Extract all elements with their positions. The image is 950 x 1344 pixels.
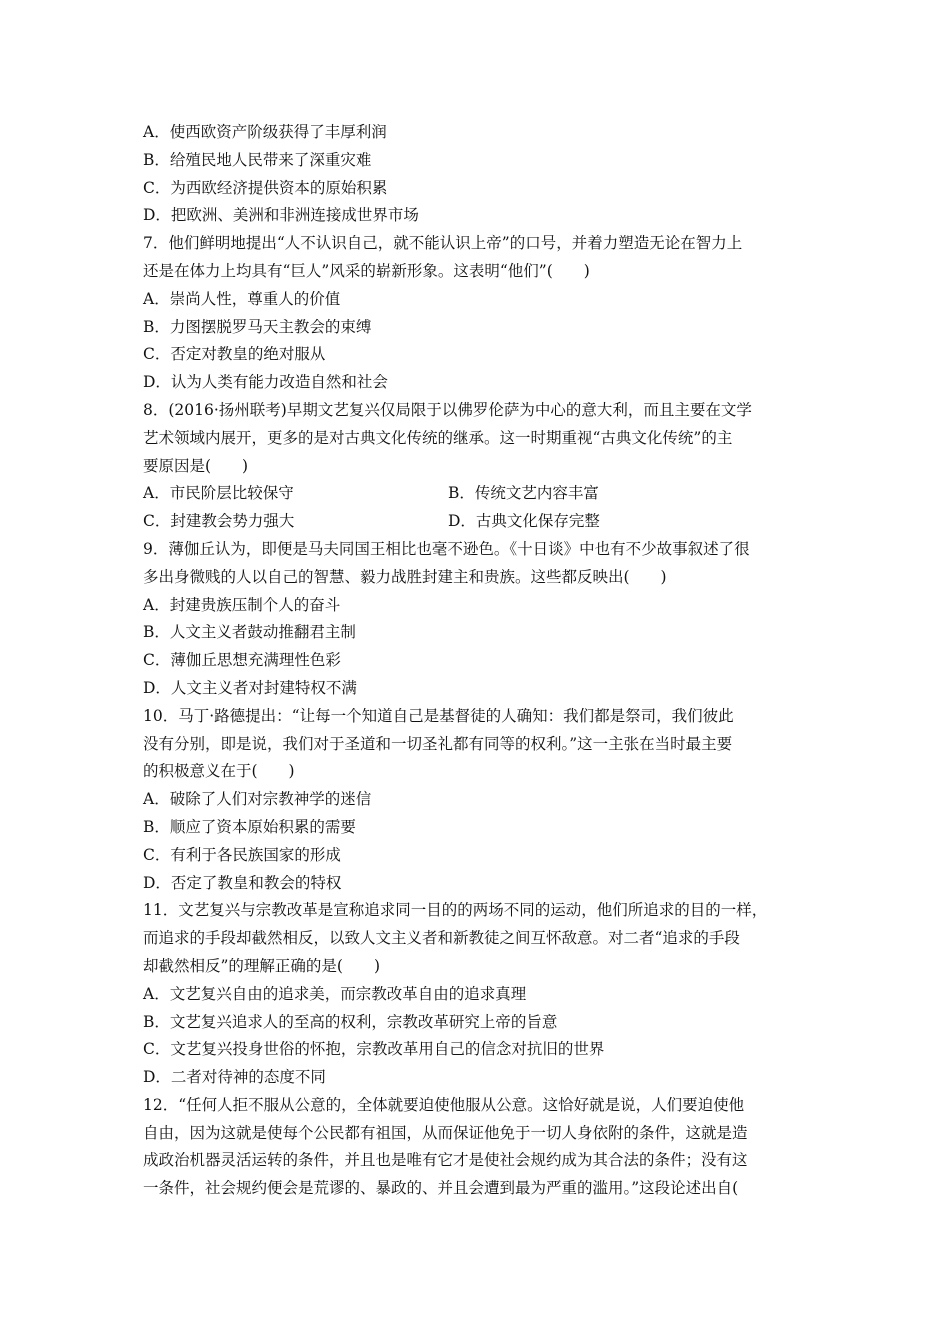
option-9c: C．薄伽丘思想充满理性色彩 bbox=[143, 651, 341, 670]
question-10-stem-line-3: 的积极意义在于( ) bbox=[143, 762, 295, 781]
option-8b: B．传统文艺内容丰富 bbox=[448, 484, 599, 503]
option-6b: B．给殖民地人民带来了深重灾难 bbox=[143, 150, 372, 169]
question-10 bbox=[143, 703, 813, 898]
question-8 bbox=[143, 397, 813, 536]
option-7c: C．否定对教皇的绝对服从 bbox=[143, 345, 326, 364]
option-6a: A．使西欧资产阶级获得了丰厚利润 bbox=[143, 123, 387, 141]
question-6-options bbox=[143, 119, 813, 230]
option-10a: A．破除了人们对宗教神学的迷信 bbox=[143, 790, 372, 809]
question-7-stem-line-2: 还是在体力上均具有“巨人”风采的崭新形象。这表明“他们”( ) bbox=[143, 261, 590, 280]
question-10-stem-line-2: 没有分别，即是说，我们对于圣道和一切圣礼都有同等的权利。”这一主张在当时最主要 bbox=[143, 734, 733, 753]
option-9a: A．封建贵族压制个人的奋斗 bbox=[143, 595, 341, 614]
option-10d: D．否定了教皇和教会的特权 bbox=[143, 873, 342, 892]
question-10-stem-line-1: 10．马丁·路德提出：“让每一个知道自己是基督徒的人确知：我们都是祭司，我们彼此 bbox=[143, 706, 734, 725]
option-8a: A．市民阶层比较保守 bbox=[143, 484, 294, 503]
question-9-stem-line-1: 9．薄伽丘认为，即便是马夫同国王相比也毫不逊色。《十日谈》中也有不少故事叙述了很 bbox=[143, 539, 750, 558]
option-8c: C．封建教会势力强大 bbox=[143, 512, 295, 531]
option-7d: D．认为人类有能力改造自然和社会 bbox=[143, 373, 388, 392]
question-11-stem-line-2: 而追求的手段却截然相反，以致人文主义者和新教徒之间互怀敌意。对二者“追求的手段 bbox=[143, 929, 740, 948]
option-11a: A．文艺复兴自由的追求美，而宗教改革自由的追求真理 bbox=[143, 984, 527, 1003]
question-8-options-row-1 bbox=[143, 480, 813, 508]
question-9-stem-line-2: 多出身微贱的人以自己的智慧、毅力战胜封建主和贵族。这些都反映出( ) bbox=[143, 567, 667, 586]
question-8-stem-line-3: 要原因是( ) bbox=[143, 456, 249, 475]
option-11d: D．二者对待神的态度不同 bbox=[143, 1068, 326, 1087]
question-12-stem-line-3: 成政治机器灵活运转的条件，并且也是唯有它才是使社会规约成为其合法的条件；没有这 bbox=[143, 1151, 748, 1170]
question-12-stem-line-2: 自由，因为这就是使每个公民都有祖国，从而保证他免于一切人身依附的条件，这就是造 bbox=[143, 1123, 748, 1142]
question-11-stem-line-1: 11．文艺复兴与宗教改革是宣称追求同一目的的两场不同的运动，他们所追求的目的一样， bbox=[143, 901, 768, 920]
question-12 bbox=[143, 1092, 813, 1203]
option-7b: B．力图摆脱罗马天主教会的束缚 bbox=[143, 317, 372, 336]
option-10b: B．顺应了资本原始积累的需要 bbox=[143, 817, 356, 836]
option-11c: C．文艺复兴投身世俗的怀抱，宗教改革用自己的信念对抗旧的世界 bbox=[143, 1040, 605, 1059]
question-9 bbox=[143, 536, 813, 703]
option-6c: C．为西欧经济提供资本的原始积累 bbox=[143, 178, 388, 197]
question-11-stem-line-3: 却截然相反”的理解正确的是( ) bbox=[143, 956, 381, 975]
question-8-stem-line-2: 艺术领域内展开，更多的是对古典文化传统的继承。这一时期重视“古典文化传统”的主 bbox=[143, 428, 733, 447]
question-12-stem-line-1: 12．“任何人拒不服从公意的，全体就要迫使他服从公意。这恰好就是说，人们要迫使他 bbox=[143, 1095, 745, 1114]
option-6d: D．把欧洲、美洲和非洲连接成世界市场 bbox=[143, 206, 419, 225]
option-7a: A．崇尚人性，尊重人的价值 bbox=[143, 289, 341, 308]
option-10c: C．有利于各民族国家的形成 bbox=[143, 845, 341, 864]
question-11 bbox=[143, 897, 813, 1092]
question-12-stem-line-4: 一条件，社会规约便会是荒谬的、暴政的、并且会遭到最为严重的滥用。”这段论述出自( bbox=[143, 1179, 739, 1198]
question-8-options-row-2 bbox=[143, 508, 813, 536]
question-7 bbox=[143, 230, 813, 397]
question-7-stem-line-1: 7．他们鲜明地提出“人不认识自己，就不能认识上帝”的口号，并着力塑造无论在智力上 bbox=[143, 234, 743, 253]
option-11b: B．文艺复兴追求人的至高的权利，宗教改革研究上帝的旨意 bbox=[143, 1012, 558, 1031]
option-9d: D．人文主义者对封建特权不满 bbox=[143, 678, 357, 697]
option-9b: B．人文主义者鼓动推翻君主制 bbox=[143, 623, 356, 642]
question-8-stem-line-1: 8．(2016·扬州联考)早期文艺复兴仅局限于以佛罗伦萨为中心的意大利，而且主要在文学 bbox=[143, 400, 752, 419]
option-8d: D．古典文化保存完整 bbox=[448, 512, 600, 531]
question-content bbox=[143, 119, 813, 1203]
